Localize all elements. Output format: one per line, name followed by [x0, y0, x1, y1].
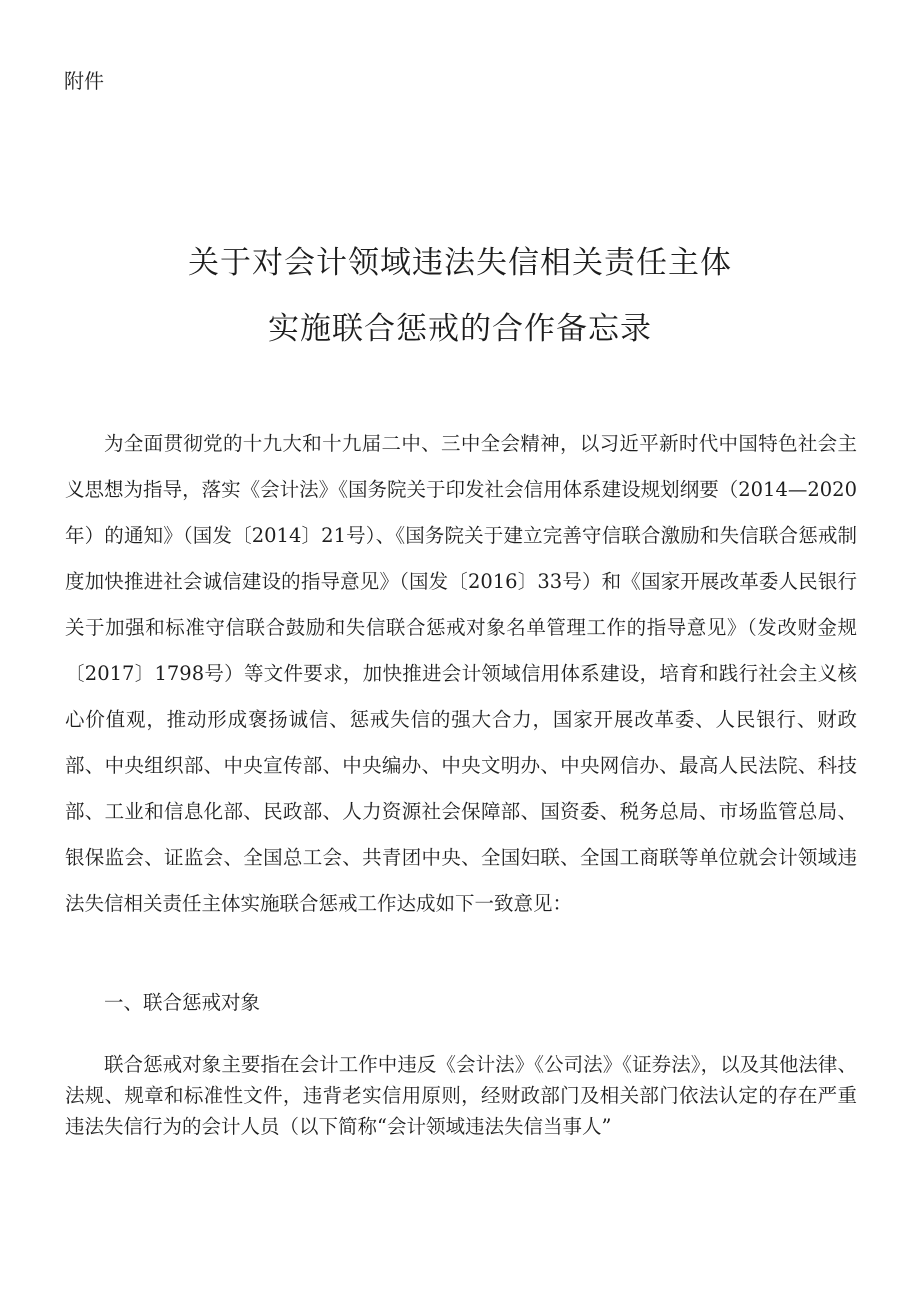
attachment-label: 附件 — [64, 69, 104, 93]
section-paragraph: 联合惩戒对象主要指在会计工作中违反《会计法》《公司法》《证券法》，以及其他法律、法规、规章和标准性文件，违背老实信用原则，经财政部门及相关部门依法认定的存在严重违法失信行为的会计人员（以下简称“会计领域违法失信当事人” — [65, 1053, 857, 1138]
intro-paragraph: 为全面贯彻党的十九大和十九届二中、三中全会精神，以习近平新时代中国特色社会主义思想为指导，落实《会计法》《国务院关于印发社会信用体系建设规划纲要（2014—2020年）的通知》（国发〔2014〕21号）、《国务院关于建立完善守信联合激励和失信联合惩戒制度加快推进社会诚信建设的指导意见》（国发〔2016〕33号）和《国家开展改革委人民银行关于加强和标准守信联合鼓励和失信联合惩戒对象名单管理工作的指导意见》（发改财金规〔2017〕1798号）等文件要求，加快推进会计领域信用体系建设，培育和践行社会主义核心价值观，推动形成褒扬诚信、惩戒失信的强大合力，国家开展改革委、人民银行、财政部、中央组织部、中央宣传部、中央编办、中央文明办、中央网信办、最高人民法院、科技部、工业和信息化部、民政部、人力资源社会保障部、国资委、税务总局、市场监管总局、银保监会、证监会、全国总工会、共青团中央、全国妇联、全国工商联等单位就会计领域违法失信相关责任主体实施联合惩戒工作达成如下一致意见： — [65, 432, 857, 915]
document-title — [0, 230, 920, 362]
title-line-1: 关于对会计领域违法失信相关责任主体 — [188, 245, 732, 281]
intro-section — [65, 421, 857, 927]
section-heading: 一、联合惩戒对象 — [104, 991, 261, 1014]
title-line-2: 实施联合惩戒的合作备忘录 — [268, 311, 652, 347]
section-body — [65, 1049, 857, 1142]
